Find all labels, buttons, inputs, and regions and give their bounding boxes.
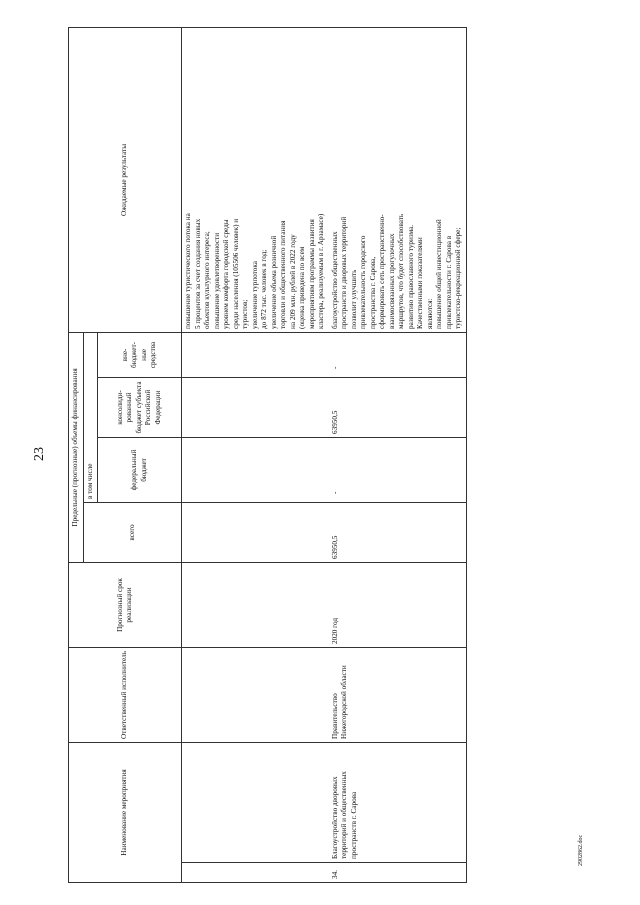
header-finance: Предельные (прогнозные) объемы финансирования: [69, 332, 84, 562]
continuation-row: [182, 27, 329, 882]
document-code: 2902862.doc: [578, 834, 584, 866]
header-term: Прогнозный срок реализации: [69, 562, 182, 647]
row-federal: -: [329, 437, 467, 502]
table-row: [329, 27, 467, 882]
header-total: всего: [83, 502, 182, 562]
row-name: Благоустройство дворовых территорий и общественных пространств г. Сарова: [329, 742, 467, 862]
row-term: 2020 год: [329, 562, 467, 647]
continuation-results: повышение туристического потока на 5 процентов за счет создания новых объектов культурного интереса; повышение удовлетворенности уровнем комфорта городской среды среди населения (105506 человек) и туристов; увеличение турпотока до 872 тыс. человек в год; увеличение объема розничной торговли и общественного питания на 209 млн. рублей в 2022 году (оценка приведена по всем мероприятиям программы развития кластера, реализуемым в г. Арзамасе): [182, 27, 329, 332]
header-name: Наименование мероприятия: [69, 742, 182, 882]
header-results: Ожидаемые результаты: [69, 27, 182, 332]
row-executor: Правительство Нижегородской области: [329, 647, 467, 742]
row-extrabudget: -: [329, 332, 467, 377]
row-number: 34.: [329, 863, 467, 883]
header-consolidated: консолиди- рованный бюджет субъекта Российской Федерации: [98, 377, 182, 437]
page-number: 23: [32, 447, 47, 461]
header-including: в том числе: [83, 332, 98, 502]
header-extrabudget: вне- бюджет- ные средства: [98, 332, 182, 377]
header-federal: федеральный бюджет: [98, 437, 182, 502]
table-header: [69, 27, 182, 882]
measures-table: [68, 27, 467, 883]
header-executor: Ответственный исполнитель: [69, 647, 182, 742]
rotated-table-container: [68, 28, 462, 883]
row-consolidated: 63950,5: [329, 377, 467, 437]
row-total: 63950,5: [329, 502, 467, 562]
row-results: благоустройство общественных пространств и дворовых территорий позволит улучшить привлекательность городского пространства г. Сарова, сформировать сеть пространственно- взаимосвязанных прогулочных маршрутов, что будет способствовать развитию православного туризма. Качественными показателями являются: повышение общей инвестиционной привлекательности г. Сарова в туристско-рекреационной сфере;: [329, 27, 467, 332]
